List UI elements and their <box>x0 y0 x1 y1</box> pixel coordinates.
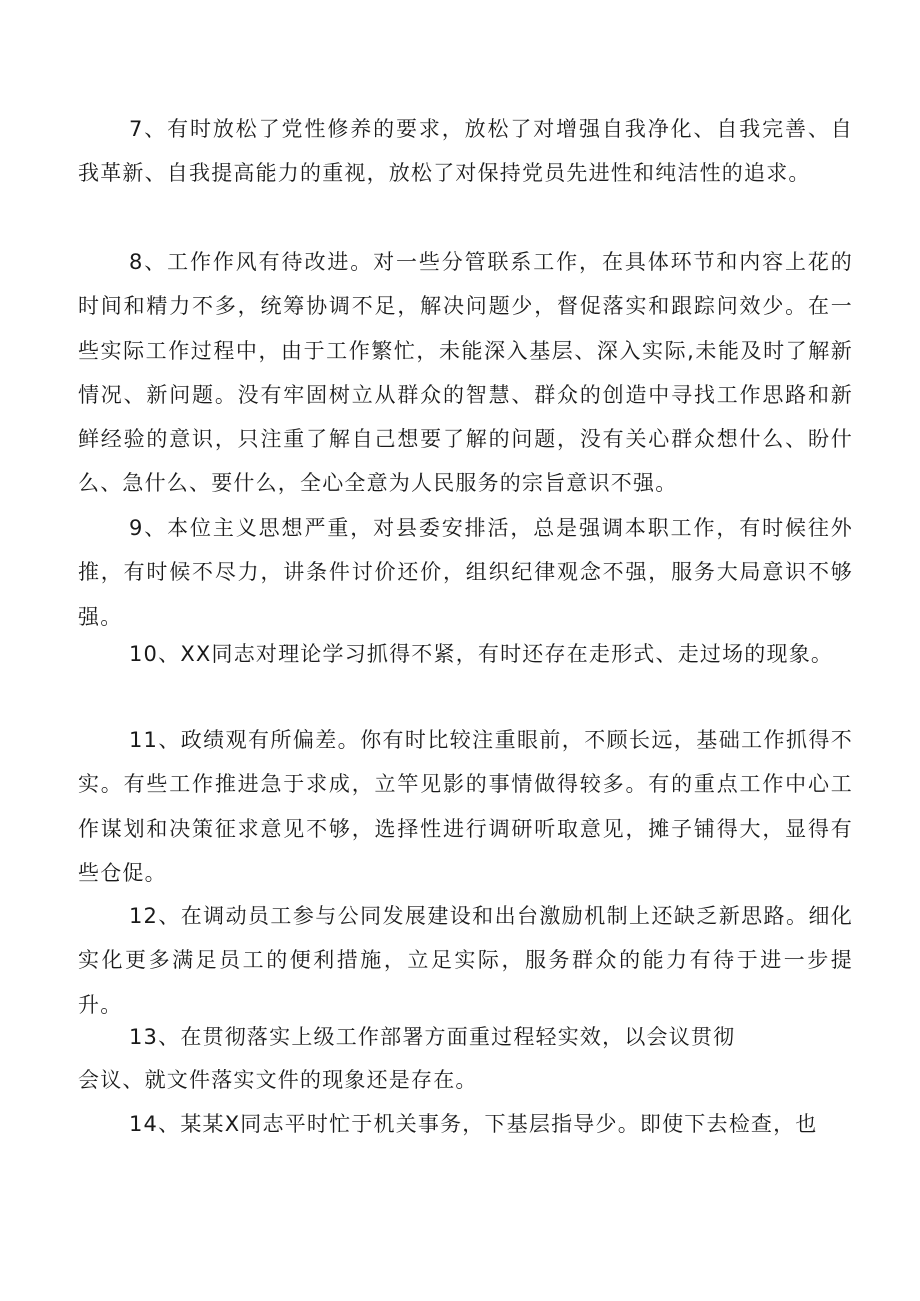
paragraph-14-line-1: 14、某某X同志平时忙于机关事务，下基层指导少。即使下去检查，也 <box>129 1112 818 1136</box>
paragraph-13-line-2: 会议、就文件落实文件的现象还是存在。 <box>78 1068 478 1092</box>
paragraph-9: 9、本位主义思想严重，对县委安排活，总是强调本职工作，有时候往外推，有时候不尽力，讲条件讨价还价，组织纪律观念不强，服务大局意识不够强。 <box>78 516 853 629</box>
paragraph-10: 10、XX同志对理论学习抓得不紧，有时还存在走形式、走过场的现象。 <box>129 642 834 666</box>
paragraph-8: 8、工作作风有待改进。对一些分管联系工作，在具体环节和内容上花的时间和精力不多，统筹协调不足，解决问题少，督促落实和跟踪问效少。在一些实际工作过程中，由于工作繁忙，未能深入基层、深入实际,未能及时了解新情况、新问题。没有牢固树立从群众的智慧、群众的创造中寻找工作思路和新鲜经验的意识，只注重了解自己想要了解的问题，没有关心群众想什么、盼什么、急什么、要什么，全心全意为人民服务的宗旨意识不强。 <box>78 250 853 496</box>
paragraph-13-line-1: 13、在贯彻落实上级工作部署方面重过程轻实效，以会议贯彻 <box>129 1025 736 1049</box>
paragraph-12: 12、在调动员工参与公同发展建设和出台激励机制上还缺乏新思路。细化实化更多满足员工的便利措施，立足实际，服务群众的能力有待于进一步提升。 <box>78 904 853 1017</box>
paragraph-11: 11、政绩观有所偏差。你有时比较注重眼前，不顾长远，基础工作抓得不实。有些工作推进急于求成，立竿见影的事情做得较多。有的重点工作中心工作谋划和决策征求意见不够，选择性进行调研听取意见，摊子铺得大，显得有些仓促。 <box>78 728 853 885</box>
paragraph-7: 7、有时放松了党性修养的要求，放松了对增强自我净化、自我完善、自我革新、自我提高能力的重视，放松了对保持党员先进性和纯洁性的追求。 <box>78 117 853 186</box>
